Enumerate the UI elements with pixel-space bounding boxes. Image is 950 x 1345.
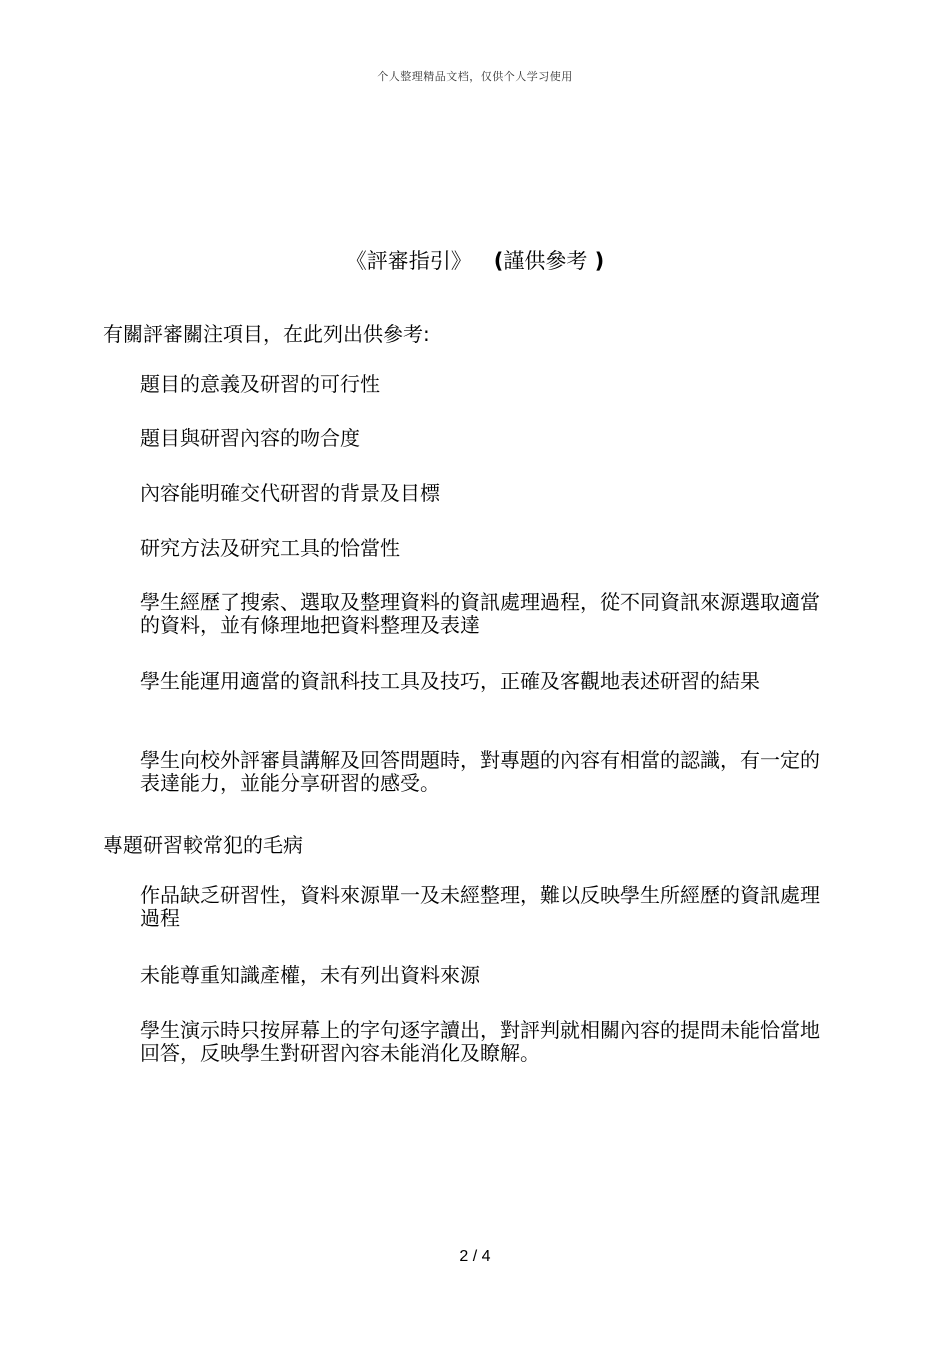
criteria-item: 題目與研習內容的吻合度 bbox=[140, 426, 360, 450]
criteria-item: 研究方法及研究工具的恰當性 bbox=[140, 536, 400, 560]
criteria-item: 學生經歷了搜索、選取及整理資料的資訊處理過程，從不同資訊來源選取適當的資料，並有條理地把資料整理及表達 bbox=[140, 590, 820, 637]
title-subtitle: 謹供參考 bbox=[503, 249, 588, 273]
mistake-item: 作品缺乏研習性，資料來源單一及未經整理，難以反映學生所經歷的資訊處理過程 bbox=[140, 883, 820, 930]
criteria-item: 學生向校外評審員講解及回答問題時，對專題的內容有相當的認識，有一定的表達能力，並能分享研習的感受。 bbox=[140, 748, 820, 795]
title-paren-close: ) bbox=[587, 249, 605, 273]
section-heading-common-mistakes: 專題研習較常犯的毛病 bbox=[103, 833, 303, 857]
document-title bbox=[0, 245, 950, 275]
title-main: 《評審指引》 bbox=[345, 249, 472, 273]
criteria-item: 內容能明確交代研習的背景及目標 bbox=[140, 481, 440, 505]
mistake-item: 學生演示時只按屏幕上的字句逐字讀出，對評判就相關內容的提問未能恰當地回答，反映學生對研習內容未能消化及瞭解。 bbox=[140, 1018, 820, 1065]
header-note: 个人整理精品文档，仅供个人学习使用 bbox=[377, 70, 573, 83]
title-paren-open: ( bbox=[493, 249, 504, 273]
mistake-item: 未能尊重知識產權，未有列出資料來源 bbox=[140, 963, 480, 987]
criteria-item: 學生能運用適當的資訊科技工具及技巧，正確及客觀地表述研習的結果 bbox=[140, 669, 760, 693]
criteria-item: 題目的意義及研習的可行性 bbox=[140, 372, 380, 396]
section-heading-criteria: 有關評審關注項目，在此列出供參考: bbox=[103, 322, 430, 346]
page-number: 2 / 4 bbox=[459, 1248, 491, 1265]
